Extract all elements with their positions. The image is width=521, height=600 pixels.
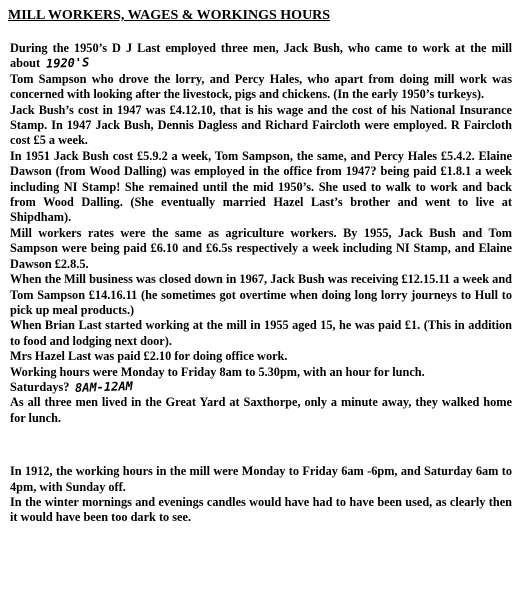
paragraph-employees <box>10 41 512 72</box>
handwritten-saturday-note: 8AM-12AM <box>75 378 134 395</box>
handwritten-year-note: 1920'S <box>45 55 90 72</box>
paragraph-text: Saturdays? <box>10 379 70 394</box>
paragraph-rates-1955: Mill workers rates were the same as agriculture workers. By 1955, Jack Bush and Tom Sampson were being paid £6.10 and £6.5s respectively a week including NI Stamp, and Elaine Dawson £2.8.5. <box>10 225 512 271</box>
paragraph-1947-costs: Jack Bush’s cost in 1947 was £4.12.10, that is his wage and the cost of his National Insurance Stamp. In 1947 Jack Bush, Dennis Dagless and Richard Faircloth were employed. R Faircloth cost £5 a week. <box>10 102 512 148</box>
paragraph-hazel-last: Mrs Hazel Last was paid £2.10 for doing office work. <box>10 349 288 364</box>
document-body <box>10 41 512 526</box>
paragraph-working-hours: Working hours were Monday to Friday 8am to 5.30pm, with an hour for lunch. <box>10 364 425 379</box>
paragraph-closure-1967: When the Mill business was closed down in 1967, Jack Bush was receiving £12.15.11 a week and Tom Sampson £14.16.11 (he sometimes got overtime when doing long lorry journeys to Hull to pick up meal products.) <box>10 272 512 317</box>
paragraph-great-yard: As all three men lived in the Great Yard at Saxthorpe, only a minute away, they walked home for lunch. <box>10 395 512 425</box>
paragraph-candles: In the winter mornings and evenings candles would have had to have been used, as clearly then it would have been too dark to see. <box>10 494 512 525</box>
paragraph-brian-last: When Brian Last started working at the mill in 1955 aged 15, he was paid £1. (This in addition to food and lodging next door). <box>10 318 512 348</box>
paragraph-sampson-hales: Tom Sampson who drove the lorry, and Percy Hales, who apart from doing mill work was concerned with looking after the livestock, pigs and chickens. (In the early 1950’s turkeys). <box>10 71 512 102</box>
document-title: MILL WORKERS, WAGES & WORKINGS HOURS <box>8 8 331 23</box>
paragraph-1912-hours: In 1912, the working hours in the mill were Monday to Friday 6am -6pm, and Saturday 6am to 4pm, with Sunday off. <box>10 464 512 494</box>
paragraph-gap <box>10 426 512 464</box>
paragraph-1951-costs: In 1951 Jack Bush cost £5.9.2 a week, Tom Sampson, the same, and Percy Hales £5.4.2. Elaine Dawson (from Wood Dalling) was employed in the office from 1947? being paid £1.8.1 a week including NI Stamp! She remained until the mid 1950’s. She used to walk to work and back from Wood Dalling. (She eventually married Hazel Last’s brother and went to live at Shipdham). <box>10 148 512 225</box>
paragraph-text: During the 1950’s D J Last employed three men, Jack Bush, who came to work at the mill about <box>10 41 512 71</box>
paragraph-saturdays <box>10 380 512 395</box>
